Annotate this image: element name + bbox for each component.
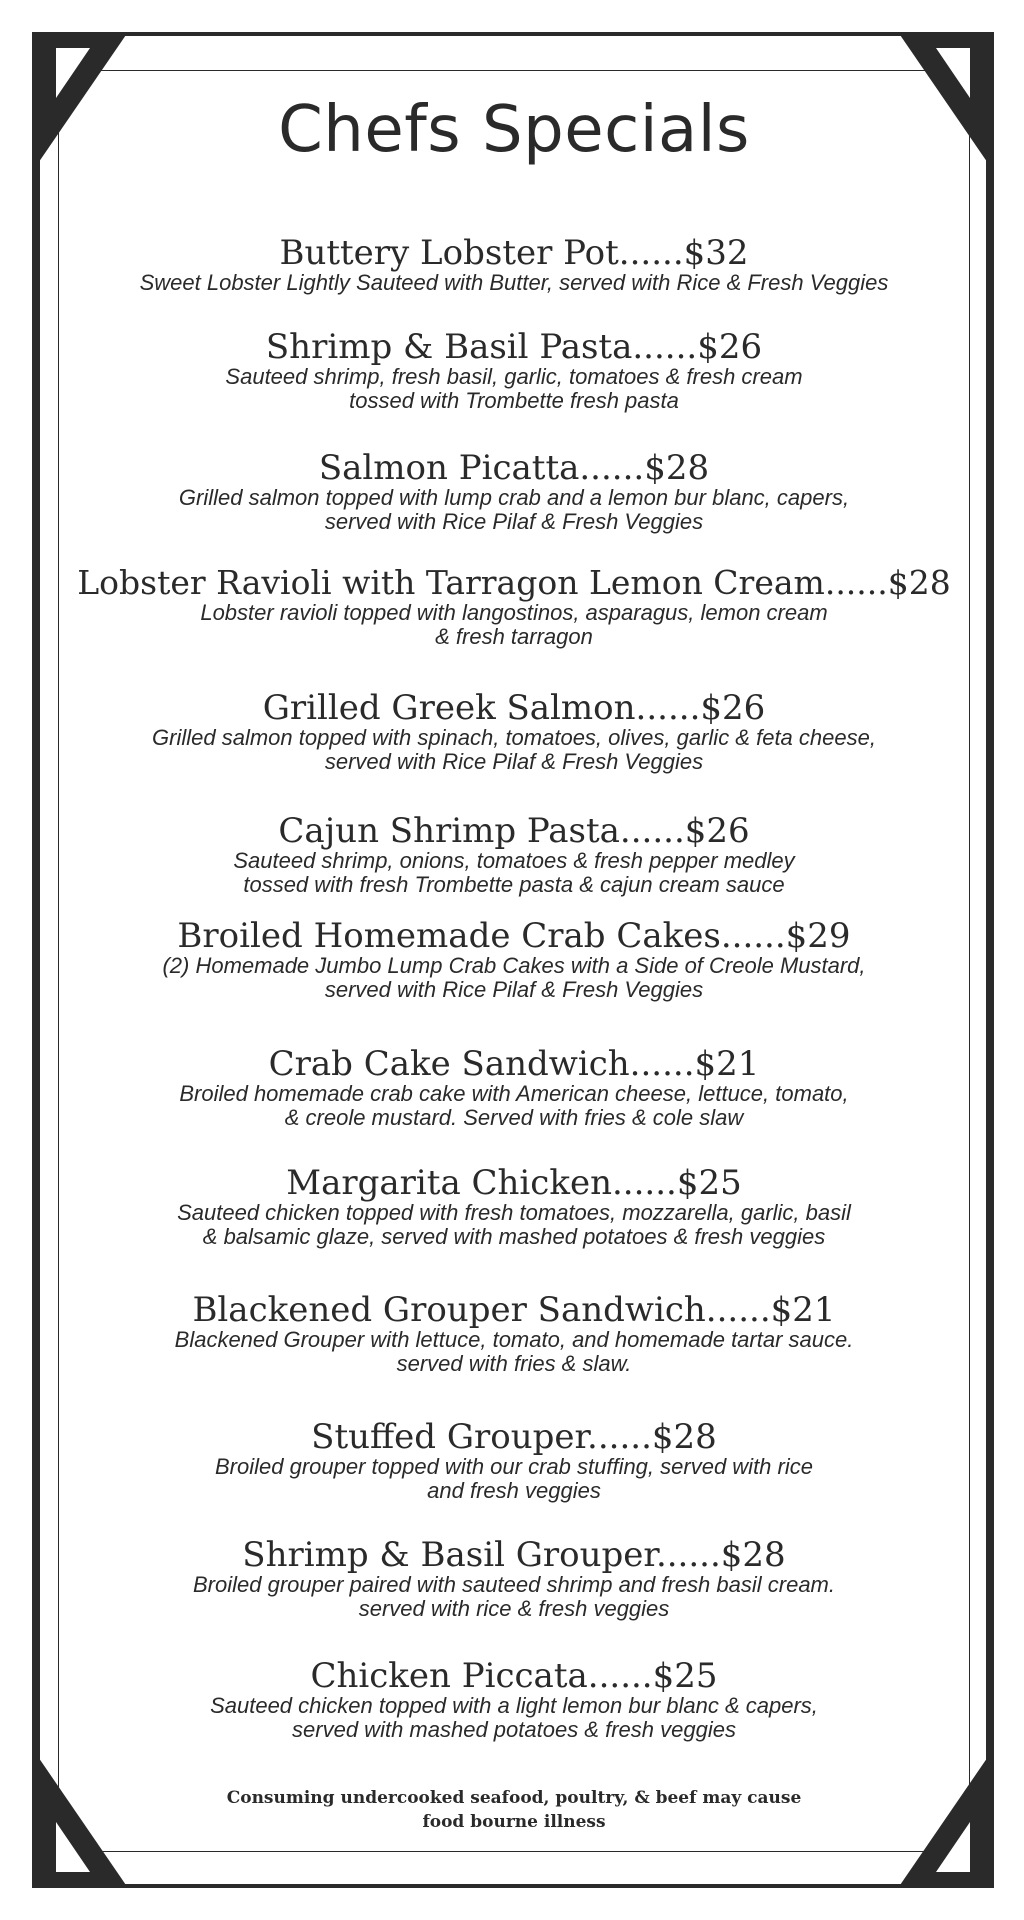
item-name: Blackened Grouper Sandwich......$21 bbox=[192, 1290, 836, 1330]
item-description: Sweet Lobster Lightly Sauteed with Butter, served with Rice & Fresh Veggies bbox=[139, 270, 889, 295]
item-name: Buttery Lobster Pot......$32 bbox=[279, 233, 749, 273]
item-name: Broiled Homemade Crab Cakes......$29 bbox=[177, 916, 851, 956]
menu-item-blackened-grouper-sandwich bbox=[60, 1292, 968, 1376]
right-side-bar bbox=[986, 60, 990, 1860]
page-title: Chefs Specials bbox=[278, 93, 750, 167]
item-description: Sauteed shrimp, onions, tomatoes & fresh pepper medley tossed with fresh Trombette pasta & cajun cream sauce bbox=[233, 848, 795, 897]
item-description: Grilled salmon topped with lump crab and a lemon bur blanc, capers, served with Rice Pilaf & Fresh Veggies bbox=[178, 485, 850, 534]
menu-item-chicken-piccata bbox=[60, 1658, 968, 1742]
item-name: Shrimp & Basil Pasta......$26 bbox=[265, 327, 763, 367]
menu-item-shrimp-basil-pasta bbox=[60, 329, 968, 413]
left-side-bar bbox=[36, 60, 40, 1860]
item-name: Salmon Picatta......$28 bbox=[318, 448, 710, 488]
menu-item-buttery-lobster-pot bbox=[60, 235, 968, 295]
item-description: Lobster ravioli topped with langostinos, asparagus, lemon cream & fresh tarragon bbox=[200, 600, 828, 649]
menu-item-shrimp-basil-grouper bbox=[60, 1537, 968, 1621]
item-description: Sauteed shrimp, fresh basil, garlic, tomatoes & fresh cream tossed with Trombette fresh pasta bbox=[225, 364, 803, 413]
item-description: Sauteed chicken topped with fresh tomatoes, mozzarella, garlic, basil & balsamic glaze, served with mashed potatoes & fresh veggies bbox=[177, 1200, 851, 1249]
item-name: Grilled Greek Salmon......$26 bbox=[262, 688, 766, 728]
menu-item-margarita-chicken bbox=[60, 1165, 968, 1249]
item-name: Cajun Shrimp Pasta......$26 bbox=[278, 811, 750, 851]
menu-item-grilled-greek-salmon bbox=[60, 690, 968, 774]
item-name: Shrimp & Basil Grouper......$28 bbox=[242, 1535, 786, 1575]
item-description: Broiled grouper paired with sauteed shrimp and fresh basil cream. served with rice & fresh veggies bbox=[193, 1572, 835, 1621]
item-name: Margarita Chicken......$25 bbox=[286, 1163, 742, 1203]
item-name: Lobster Ravioli with Tarragon Lemon Cream......$28 bbox=[77, 563, 951, 602]
menu-item-stuffed-grouper bbox=[60, 1419, 968, 1503]
item-description: Broiled homemade crab cake with American cheese, lettuce, tomato, & creole mustard. Served with fries & cole slaw bbox=[179, 1081, 849, 1130]
item-name: Crab Cake Sandwich......$21 bbox=[268, 1044, 760, 1084]
menu-item-cajun-shrimp-pasta bbox=[60, 813, 968, 897]
menu-item-broiled-crab-cakes bbox=[60, 918, 968, 1002]
item-description: (2) Homemade Jumbo Lump Crab Cakes with a Side of Creole Mustard, served with Rice Pilaf & Fresh Veggies bbox=[162, 953, 866, 1002]
menu-item-salmon-picatta bbox=[60, 450, 968, 534]
item-description: Grilled salmon topped with spinach, tomatoes, olives, garlic & feta cheese, served with Rice Pilaf & Fresh Veggies bbox=[152, 725, 876, 774]
item-description: Sauteed chicken topped with a light lemon bur blanc & capers, served with mashed potatoes & fresh veggies bbox=[210, 1693, 818, 1742]
menu-item-crab-cake-sandwich bbox=[60, 1046, 968, 1130]
food-safety-disclaimer: Consuming undercooked seafood, poultry, & beef may cause food bourne illness bbox=[226, 1788, 802, 1832]
item-name: Chicken Piccata......$25 bbox=[310, 1656, 718, 1696]
item-description: Broiled grouper topped with our crab stuffing, served with rice and fresh veggies bbox=[215, 1454, 813, 1503]
item-name: Stuffed Grouper......$28 bbox=[311, 1417, 717, 1457]
item-description: Blackened Grouper with lettuce, tomato, and homemade tartar sauce. served with fries & slaw. bbox=[174, 1327, 854, 1376]
menu-item-lobster-ravioli bbox=[60, 565, 968, 649]
